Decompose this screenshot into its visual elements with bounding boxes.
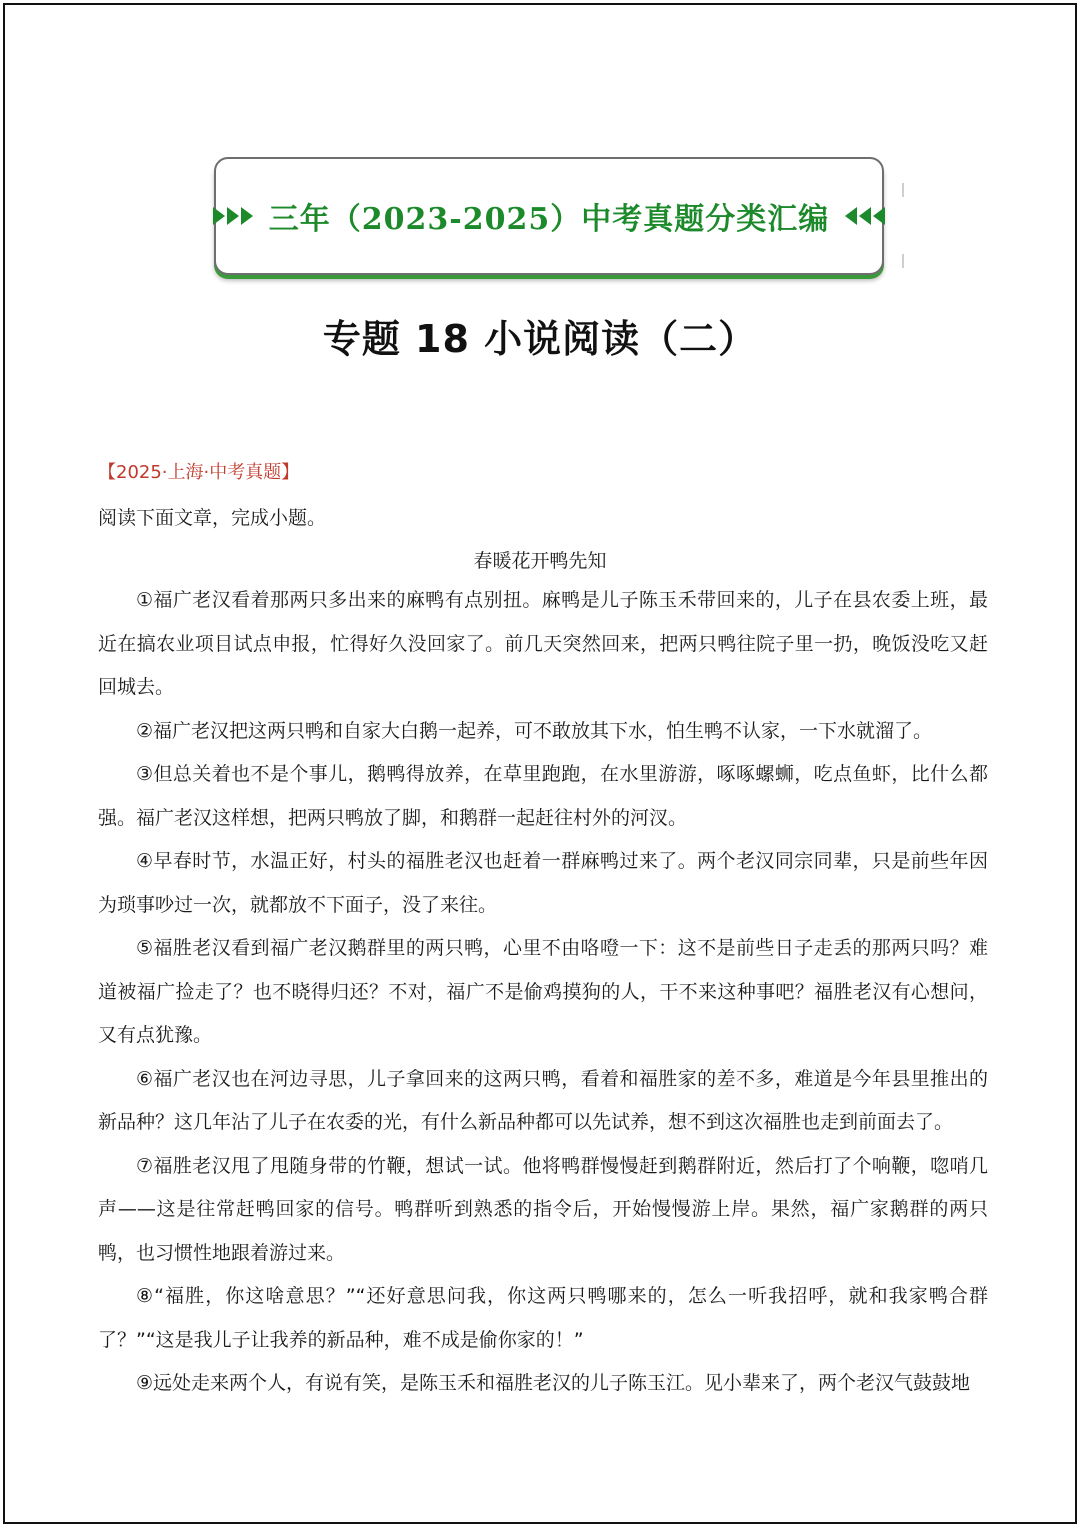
instruction-text: 阅读下面文章，完成小题。 xyxy=(98,507,327,529)
article-paragraph: ⑧“福胜，你这啥意思？”“还好意思问我，你这两只鸭哪来的，怎么一听我招呼，就和我家鸭合群了？”“这是我儿子让我养的新品种，难不成是偷你家的！” xyxy=(98,1285,988,1351)
left-arrows-icon xyxy=(843,207,885,225)
article-paragraph: ①福广老汉看着那两只多出来的麻鸭有点别扭。麻鸭是儿子陈玉禾带回来的，儿子在县农委上班，最近在搞农业项目试点申报，忙得好久没回家了。前几天突然回来，把两只鸭往院子里一扔，晚饭没吃又赶回城去。 xyxy=(98,589,988,698)
article-paragraph: ⑥福广老汉也在河边寻思，儿子拿回来的这两只鸭，看着和福胜家的差不多，难道是今年县里推出的新品种？这几年沾了儿子在农委的光，有什么新品种都可以先试养，想不到这次福胜也走到前面去了。 xyxy=(98,1067,988,1133)
series-banner-text: 三年（2023-2025）中考真题分类汇编 xyxy=(268,202,830,237)
article-paragraph: ③但总关着也不是个事儿，鹅鸭得放养，在草里跑跑，在水里游游，啄啄螺蛳，吃点鱼虾，比什么都强。福广老汉这样想，把两只鸭放了脚，和鹅群一起赶往村外的河汊。 xyxy=(98,763,988,829)
source-tag: 【2025·上海·中考真题】 xyxy=(98,462,300,483)
banner-side-line xyxy=(902,254,904,268)
banner-side-line xyxy=(902,183,904,197)
article-paragraph: ②福广老汉把这两只鸭和自家大白鹅一起养，可不敢放其下水，怕生鸭不认家，一下水就溜了。 xyxy=(136,719,933,742)
page-title: 专题 18 小说阅读（二） xyxy=(322,317,758,361)
right-arrows-icon xyxy=(213,207,255,225)
article-paragraph: ④早春时节，水温正好，村头的福胜老汉也赶着一群麻鸭过来了。两个老汉同宗同辈，只是前些年因为琐事吵过一次，就都放不下面子，没了来往。 xyxy=(98,850,988,916)
article-paragraph: ⑦福胜老汉甩了甩随身带的竹鞭，想试一试。他将鸭群慢慢赶到鹅群附近，然后打了个响鞭，唿哨几声——这是往常赶鸭回家的信号。鸭群听到熟悉的指令后，开始慢慢游上岸。果然，福广家鹅群的两只鸭，也习惯性地跟着游过来。 xyxy=(98,1154,988,1264)
article-paragraph: ⑨远处走来两个人，有说有笑，是陈玉禾和福胜老汉的儿子陈玉江。见小辈来了，两个老汉气鼓鼓地 xyxy=(136,1372,971,1394)
article-title: 春暖花开鸭先知 xyxy=(473,550,607,572)
article-body xyxy=(98,579,988,1406)
series-banner xyxy=(214,157,884,275)
article-paragraph: ⑤福胜老汉看到福广老汉鹅群里的两只鸭，心里不由咯噔一下：这不是前些日子走丢的那两只吗？难道被福广捡走了？也不晓得归还？不对，福广不是偷鸡摸狗的人，干不来这种事吧？福胜老汉有心想问，又有点犹豫。 xyxy=(98,937,988,1046)
